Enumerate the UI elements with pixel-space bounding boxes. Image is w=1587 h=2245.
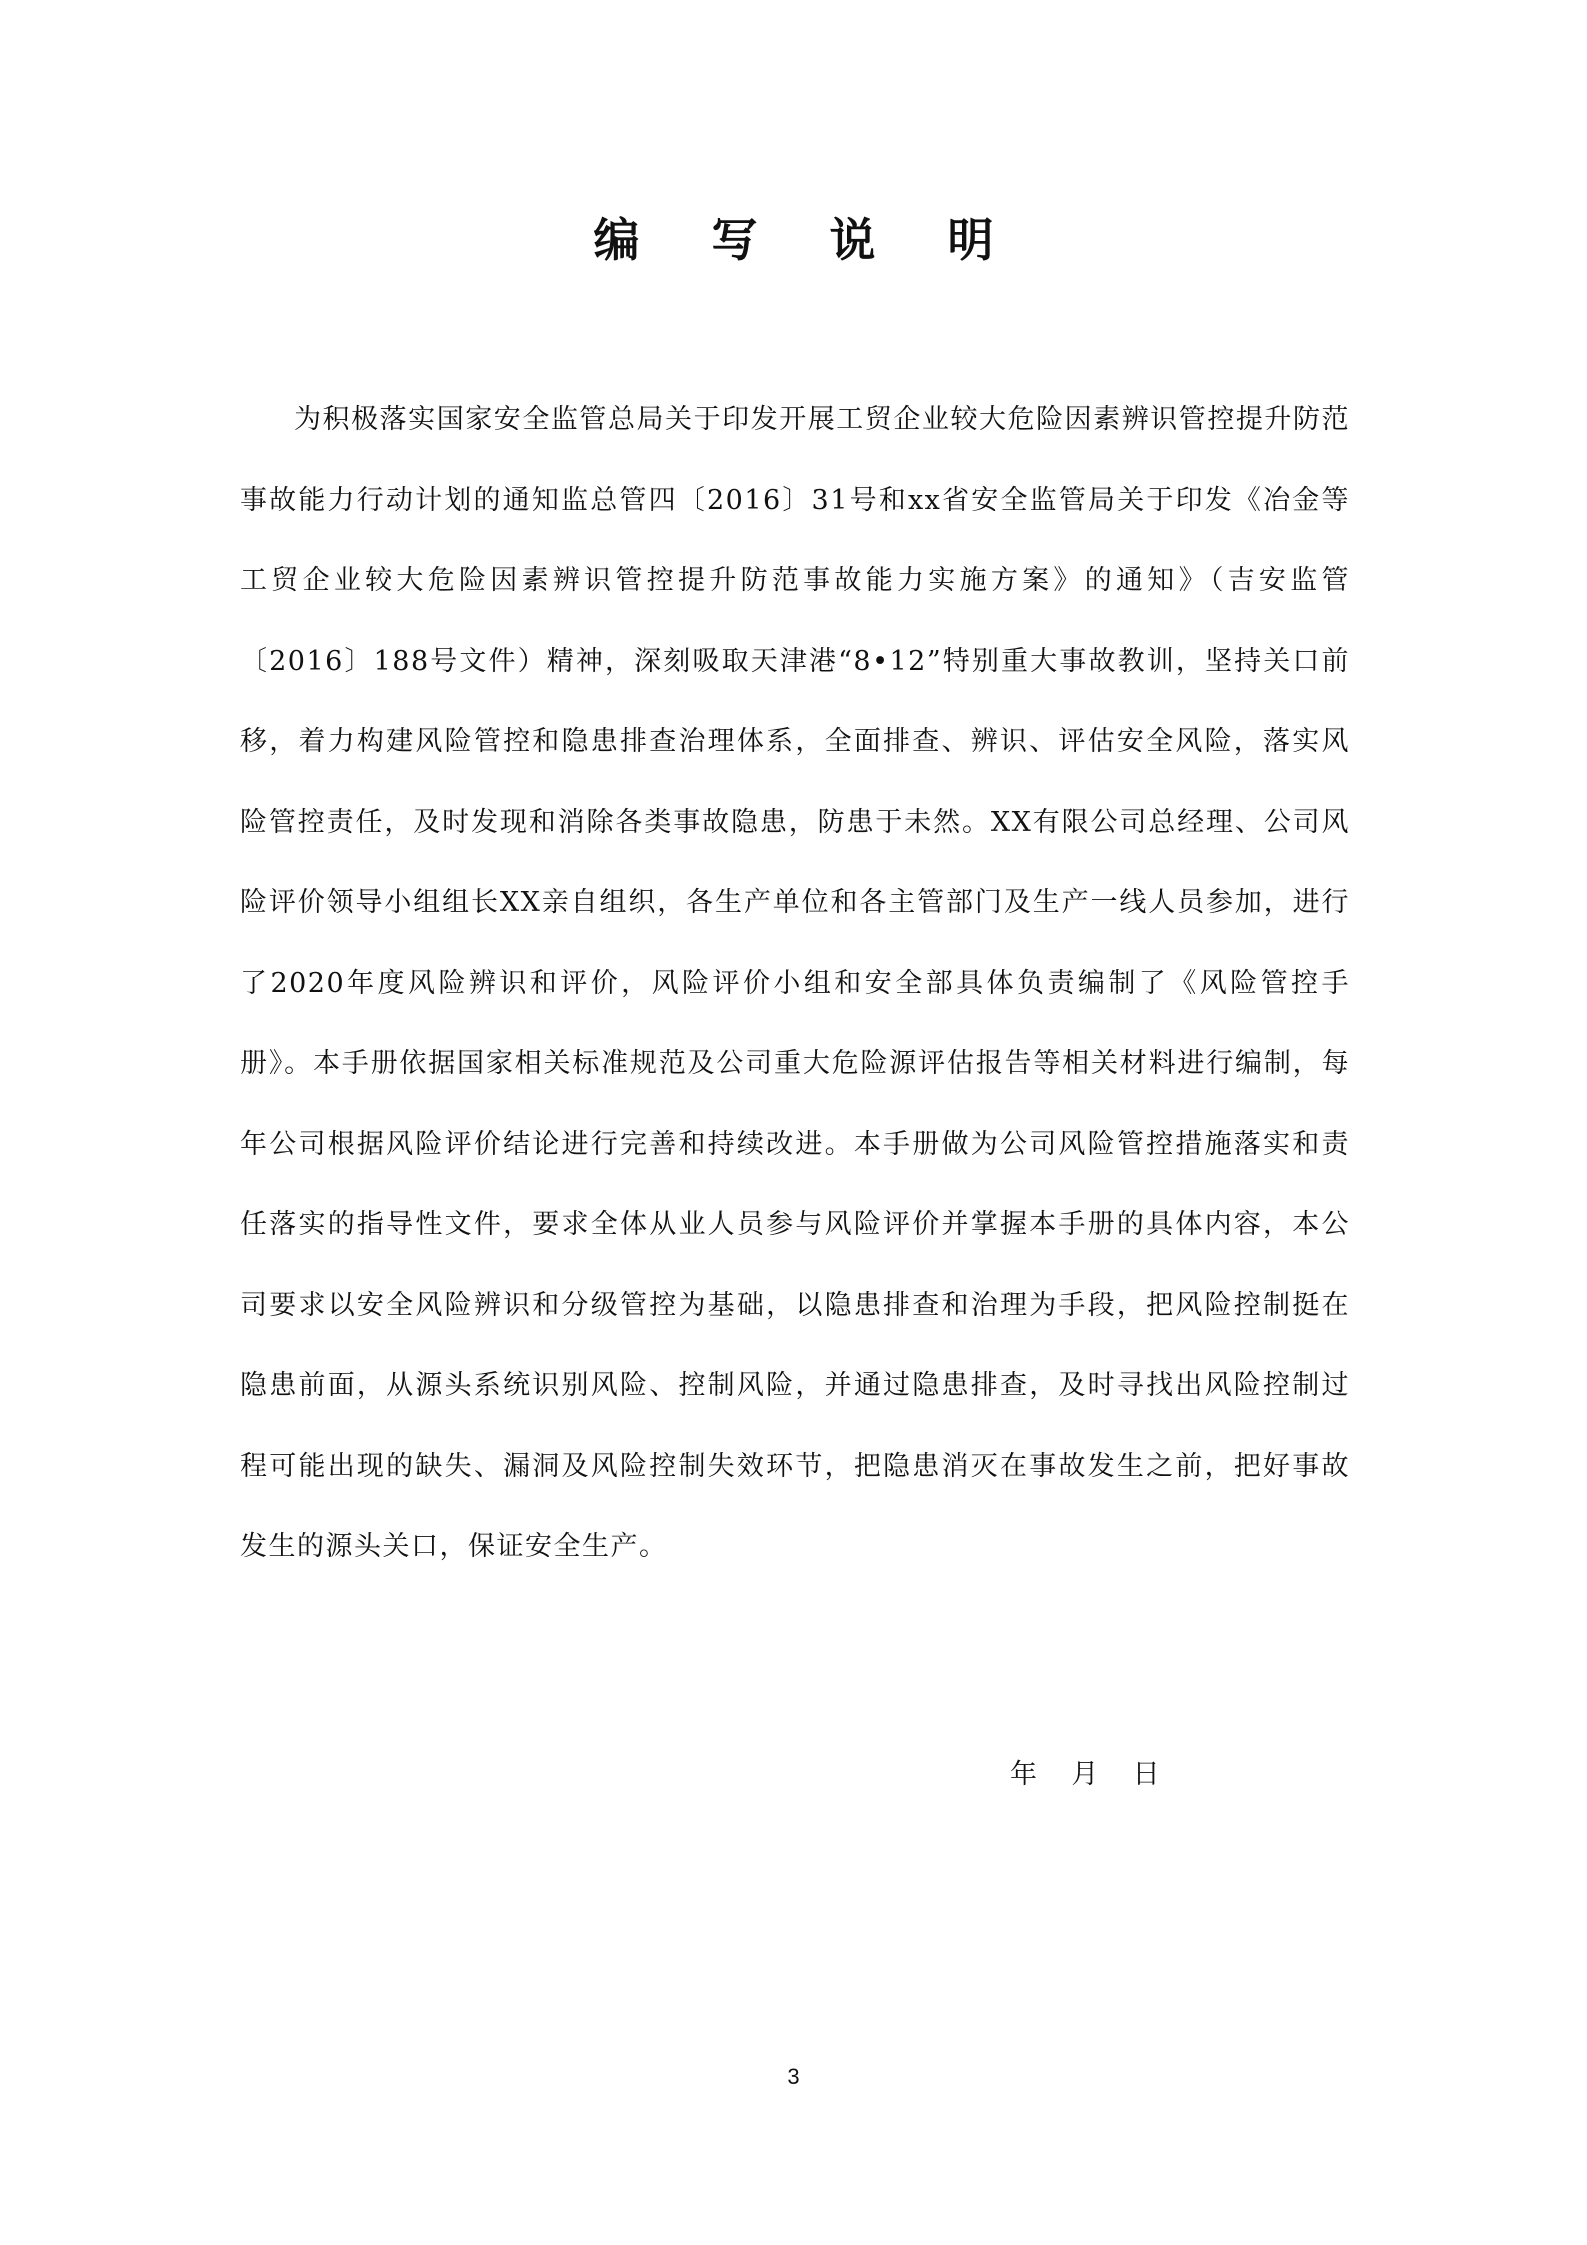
body-paragraph: 为积极落实国家安全监管总局关于印发开展工贸企业较大危险因素辨识管控提升防范事故能力行动计划的通知监总管四〔2016〕31号和xx省安全监管局关于印发《冶金等工贸企业较大危险因素辨识管控提升防范事故能力实施方案》的通知》（吉安监管〔2016〕188号文件）精神，深刻吸取天津港“8•12”特别重大事故教训，坚持关口前移，着力构建风险管控和隐患排查治理体系，全面排查、辨识、评估安全风险，落实风险管控责任，及时发现和消除各类事故隐患，防患于未然。XX有限公司总经理、公司风险评价领导小组组长XX亲自组织，各生产单位和各主管部门及生产一线人员参加，进行了2020年度风险辨识和评价，风险评价小组和安全部具体负责编制了《风险管控手册》。本手册依据国家相关标准规范及公司重大危险源评估报告等相关材料进行编制，每年公司根据风险评价结论进行完善和持续改进。本手册做为公司风险管控措施落实和责任落实的指导性文件，要求全体从业人员参与风险评价并掌握本手册的具体内容，本公司要求以安全风险辨识和分级管控为基础，以隐患排查和治理为手段，把风险控制挺在隐患前面，从源头系统识别风险、控制风险，并通过隐患排查，及时寻找出风险控制过程可能出现的缺失、漏洞及风险控制失效环节，把隐患消灭在事故发生之前，把好事故发生的源头关口，保证安全生产。 xyxy=(240,404,1350,1562)
date-line: 年 月 日 xyxy=(1010,1759,1160,1790)
page-title: 编 写 说 明 xyxy=(593,213,1022,267)
page-number: 3 xyxy=(787,2064,800,2089)
